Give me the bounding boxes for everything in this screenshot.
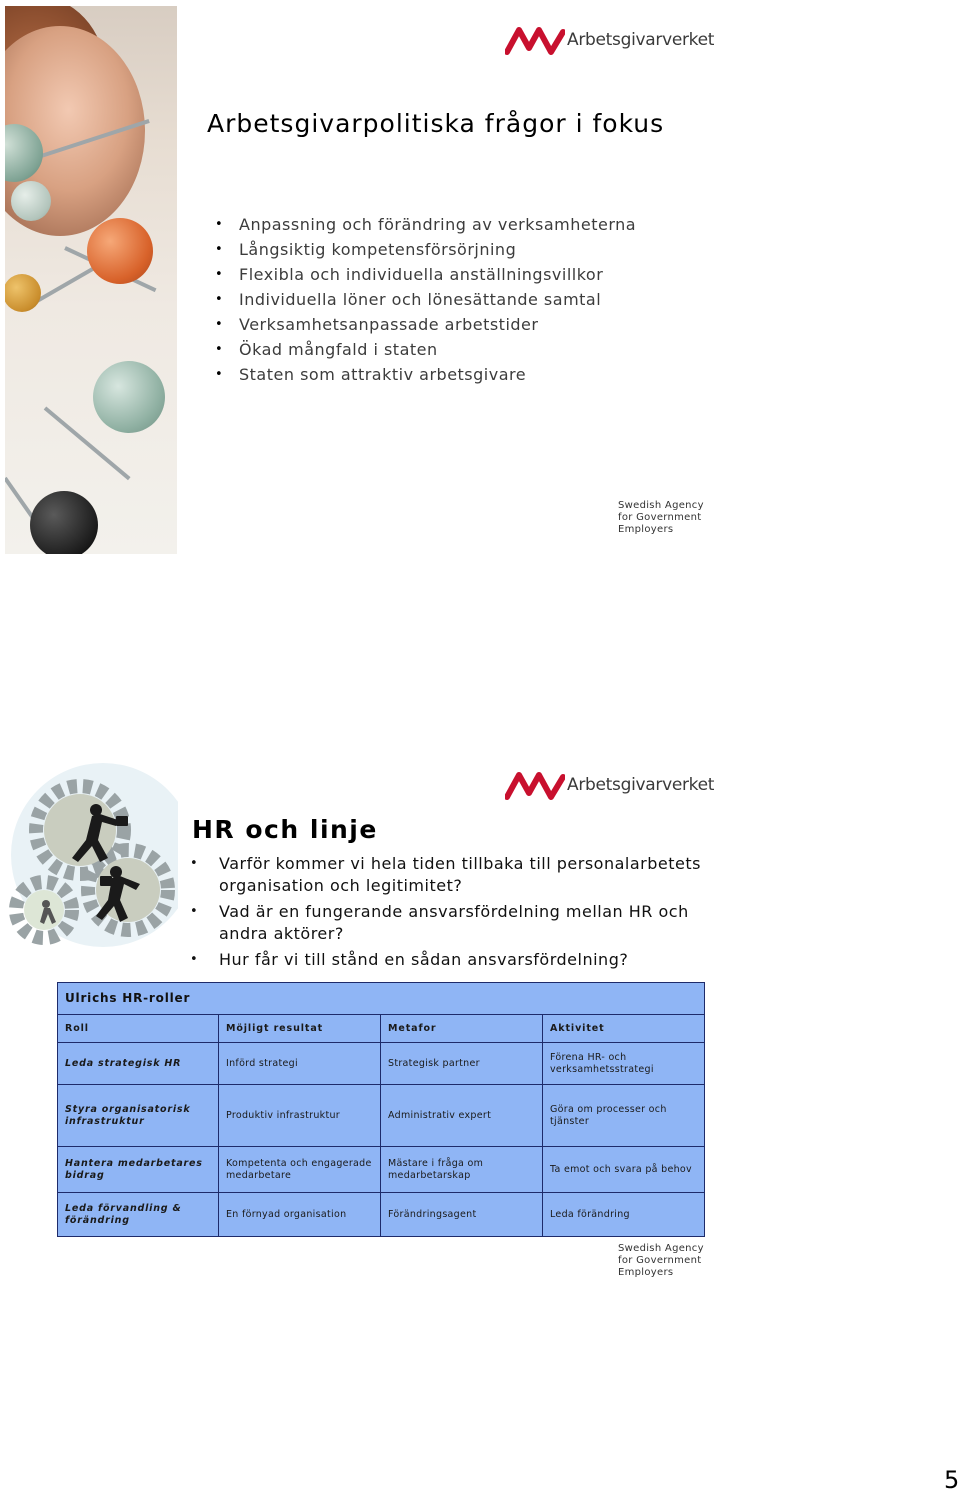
- table-cell: Mästare i fråga om medarbetarskap: [381, 1147, 543, 1193]
- page-number: 5: [944, 1466, 960, 1494]
- table-header: Möjligt resultat: [219, 1015, 381, 1043]
- slide-title: Arbetsgivarpolitiska frågor i fokus: [207, 109, 665, 138]
- table-row: [58, 1085, 705, 1147]
- table-cell: Leda förändring: [543, 1193, 705, 1237]
- table-cell: Göra om processer och tjänster: [543, 1085, 705, 1147]
- table-cell: En förnyad organisation: [219, 1193, 381, 1237]
- list-item: • Varför kommer vi hela tiden tillbaka till personalarbetets organisation och legitimitet?: [190, 853, 710, 897]
- list-item: • Anpassning och förändring av verksamheterna: [215, 212, 636, 237]
- slide-title: HR och linje: [192, 815, 378, 844]
- table-row: [58, 1193, 705, 1237]
- table-caption: Ulrichs HR-roller: [65, 991, 191, 1005]
- list-item: • Hur får vi till stånd en sådan ansvarsfördelning?: [190, 949, 710, 971]
- arbetsgivarverket-logo: [505, 26, 715, 62]
- list-item: • Staten som attraktiv arbetsgivare: [215, 362, 636, 387]
- table-header: Metafor: [381, 1015, 543, 1043]
- slide-hr-och-linje: [0, 745, 960, 1305]
- list-item: • Individuella löner och lönesättande samtal: [215, 287, 636, 312]
- gears-businessmen-icon: [8, 750, 178, 960]
- table-cell: Administrativ expert: [381, 1085, 543, 1147]
- bullet-list: [190, 853, 710, 975]
- bullet-list: [215, 212, 636, 387]
- table-row: [58, 1147, 705, 1193]
- agency-footer: Swedish Agency for Government Employers: [618, 1243, 704, 1278]
- table-cell: Förändringsagent: [381, 1193, 543, 1237]
- table-row: [58, 1043, 705, 1085]
- logo-mark-icon: [505, 771, 565, 801]
- slide-arbetsgivarpolitiska: [0, 0, 960, 560]
- table-cell: Leda strategisk HR: [58, 1043, 219, 1085]
- list-item: • Verksamhetsanpassade arbetstider: [215, 312, 636, 337]
- table-cell: Förena HR- och verksamhetsstrategi: [543, 1043, 705, 1085]
- list-item: • Långsiktig kompetensförsörjning: [215, 237, 636, 262]
- logo-mark-icon: [505, 26, 565, 56]
- table-cell: Styra organisatorisk infrastruktur: [58, 1085, 219, 1147]
- list-item: • Flexibla och individuella anställningsvillkor: [215, 262, 636, 287]
- table-cell: Leda förvandling & förändring: [58, 1193, 219, 1237]
- molecule-photo: [5, 6, 177, 554]
- table-cell: Strategisk partner: [381, 1043, 543, 1085]
- logo-text: Arbetsgivarverket: [567, 775, 715, 795]
- table-cell: Hantera medarbetares bidrag: [58, 1147, 219, 1193]
- arbetsgivarverket-logo: [505, 771, 715, 807]
- list-item: • Ökad mångfald i staten: [215, 337, 636, 362]
- logo-text: Arbetsgivarverket: [567, 30, 715, 50]
- agency-footer: Swedish Agency for Government Employers: [618, 500, 704, 535]
- list-item: • Vad är en fungerande ansvarsfördelning mellan HR och andra aktörer?: [190, 901, 710, 945]
- table-cell: Ta emot och svara på behov: [543, 1147, 705, 1193]
- table-cell: Kompetenta och engagerade medarbetare: [219, 1147, 381, 1193]
- table-cell: Införd strategi: [219, 1043, 381, 1085]
- table-header: Aktivitet: [543, 1015, 705, 1043]
- table-header: Roll: [58, 1015, 219, 1043]
- table-cell: Produktiv infrastruktur: [219, 1085, 381, 1147]
